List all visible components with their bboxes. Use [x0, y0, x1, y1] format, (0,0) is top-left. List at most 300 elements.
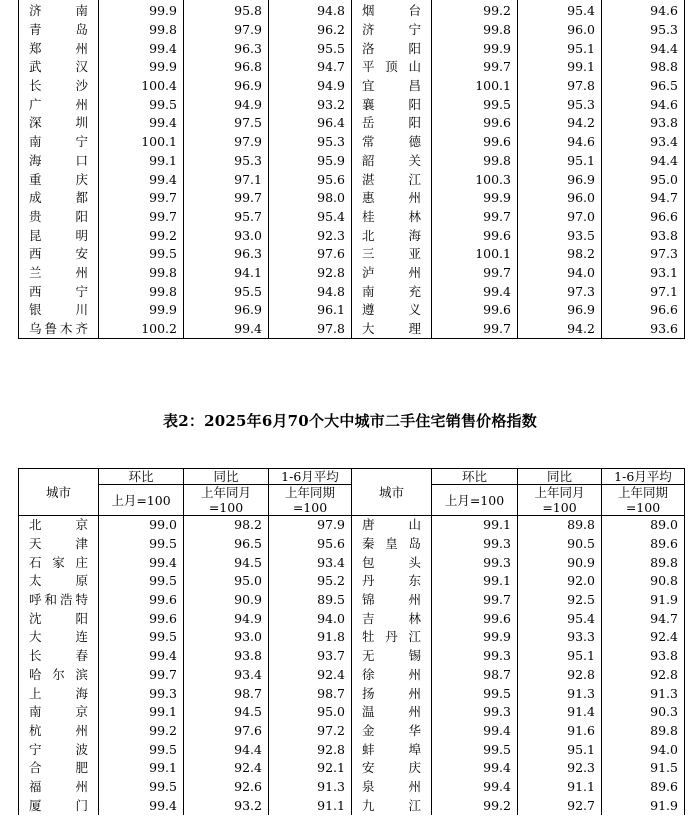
- header-yoy-base-line1: 上年同月: [534, 485, 585, 500]
- mom-value: 99.0: [99, 516, 184, 535]
- table-row: [19, 282, 685, 301]
- yoy-value: 92.4: [184, 759, 269, 778]
- city-name: 秦皇岛: [352, 535, 432, 554]
- yoy-value: 97.3: [518, 282, 602, 301]
- yoy-value: 94.9: [184, 95, 269, 114]
- yoy-value: 95.3: [184, 152, 269, 171]
- city-name: 惠州: [352, 189, 432, 208]
- avg-value: 93.2: [269, 95, 352, 114]
- mom-value: 99.6: [432, 609, 518, 628]
- avg-value: 94.8: [269, 2, 352, 21]
- yoy-value: 94.0: [518, 264, 602, 283]
- table-row: [19, 77, 685, 96]
- city-name: 昆明: [19, 226, 99, 245]
- yoy-value: 96.8: [184, 58, 269, 77]
- mom-value: 99.3: [99, 684, 184, 703]
- mom-value: 99.7: [99, 189, 184, 208]
- mom-value: 99.8: [432, 152, 518, 171]
- city-name: 郑州: [19, 39, 99, 58]
- city-name: 洛阳: [352, 39, 432, 58]
- header-avg-2: 1-6月平均: [602, 469, 685, 485]
- avg-value: 90.3: [602, 703, 685, 722]
- city-name: 成都: [19, 189, 99, 208]
- yoy-value: 93.0: [184, 628, 269, 647]
- avg-value: 92.1: [269, 759, 352, 778]
- mom-value: 99.3: [432, 647, 518, 666]
- avg-value: 89.8: [602, 553, 685, 572]
- mom-value: 99.1: [99, 759, 184, 778]
- avg-value: 91.3: [269, 778, 352, 797]
- header-mom-base-2: 上月=100: [432, 485, 518, 516]
- city-name: 南充: [352, 282, 432, 301]
- avg-value: 95.2: [269, 572, 352, 591]
- yoy-value: 94.5: [184, 703, 269, 722]
- city-name: 唐山: [352, 516, 432, 535]
- header-yoy-base-2: [518, 485, 602, 516]
- header-avg: 1-6月平均: [269, 469, 352, 485]
- city-name: 无锡: [352, 647, 432, 666]
- yoy-value: 94.2: [518, 320, 602, 339]
- yoy-value: 96.9: [184, 77, 269, 96]
- mom-value: 99.4: [99, 553, 184, 572]
- table-row: [19, 95, 685, 114]
- mom-value: 99.9: [432, 39, 518, 58]
- city-name: 平顶山: [352, 58, 432, 77]
- mom-value: 100.2: [99, 320, 184, 339]
- avg-value: 93.8: [602, 647, 685, 666]
- table-row: [19, 572, 685, 591]
- mom-value: 99.1: [99, 152, 184, 171]
- header-yoy-base: [184, 485, 269, 516]
- city-name: 太原: [19, 572, 99, 591]
- mom-value: 99.5: [99, 740, 184, 759]
- mom-value: 99.2: [432, 796, 518, 815]
- yoy-value: 95.1: [518, 740, 602, 759]
- header-avg-base-2: [602, 485, 685, 516]
- city-name: 福州: [19, 778, 99, 797]
- yoy-value: 91.3: [518, 684, 602, 703]
- avg-value: 89.0: [602, 516, 685, 535]
- yoy-value: 95.7: [184, 208, 269, 227]
- avg-value: 96.1: [269, 301, 352, 320]
- city-name: 锦州: [352, 591, 432, 610]
- city-name: 宁波: [19, 740, 99, 759]
- avg-value: 95.3: [602, 21, 685, 40]
- city-name: 重庆: [19, 170, 99, 189]
- yoy-value: 97.9: [184, 21, 269, 40]
- table-row: [19, 684, 685, 703]
- city-name: 九江: [352, 796, 432, 815]
- header-city: 城市: [19, 469, 99, 516]
- avg-value: 93.4: [602, 133, 685, 152]
- table-row: [19, 320, 685, 339]
- city-name: 石家庄: [19, 553, 99, 572]
- avg-value: 95.6: [269, 170, 352, 189]
- header-yoy: 同比: [184, 469, 269, 485]
- mom-value: 99.1: [432, 572, 518, 591]
- mom-value: 100.1: [99, 133, 184, 152]
- mom-value: 100.3: [432, 170, 518, 189]
- yoy-value: 90.5: [518, 535, 602, 554]
- avg-value: 94.9: [269, 77, 352, 96]
- mom-value: 99.5: [432, 95, 518, 114]
- avg-value: 94.4: [602, 39, 685, 58]
- mom-value: 99.4: [99, 114, 184, 133]
- yoy-value: 99.7: [184, 189, 269, 208]
- yoy-value: 94.4: [184, 740, 269, 759]
- header-city-2: 城市: [352, 469, 432, 516]
- table-row: [19, 245, 685, 264]
- mom-value: 99.7: [432, 58, 518, 77]
- mom-value: 99.3: [432, 553, 518, 572]
- yoy-value: 94.2: [518, 114, 602, 133]
- avg-value: 91.1: [269, 796, 352, 815]
- city-name: 泸州: [352, 264, 432, 283]
- mom-value: 99.7: [432, 208, 518, 227]
- yoy-value: 99.1: [518, 58, 602, 77]
- avg-value: 90.8: [602, 572, 685, 591]
- header-mom: 环比: [99, 469, 184, 485]
- avg-value: 93.1: [602, 264, 685, 283]
- city-name: 厦门: [19, 796, 99, 815]
- avg-value: 97.1: [602, 282, 685, 301]
- city-name: 牡丹江: [352, 628, 432, 647]
- avg-value: 95.0: [602, 170, 685, 189]
- avg-value: 96.6: [602, 301, 685, 320]
- table-row: [19, 553, 685, 572]
- city-name: 济南: [19, 2, 99, 21]
- mom-value: 99.6: [99, 591, 184, 610]
- yoy-value: 93.4: [184, 666, 269, 685]
- city-name: 西安: [19, 245, 99, 264]
- mom-value: 99.4: [432, 759, 518, 778]
- avg-value: 96.4: [269, 114, 352, 133]
- yoy-value: 91.6: [518, 722, 602, 741]
- mom-value: 99.6: [432, 301, 518, 320]
- avg-value: 91.3: [602, 684, 685, 703]
- avg-value: 95.9: [269, 152, 352, 171]
- city-name: 南宁: [19, 133, 99, 152]
- yoy-value: 92.5: [518, 591, 602, 610]
- avg-value: 89.6: [602, 778, 685, 797]
- avg-value: 92.4: [269, 666, 352, 685]
- city-name: 武汉: [19, 58, 99, 77]
- city-name: 合肥: [19, 759, 99, 778]
- yoy-value: 99.4: [184, 320, 269, 339]
- mom-value: 99.5: [99, 628, 184, 647]
- city-name: 沈阳: [19, 609, 99, 628]
- avg-value: 97.2: [269, 722, 352, 741]
- mom-value: 99.8: [99, 282, 184, 301]
- mom-value: 99.1: [99, 703, 184, 722]
- city-name: 安庆: [352, 759, 432, 778]
- table2-title: 表2：2025年6月70个大中城市二手住宅销售价格指数: [163, 412, 537, 430]
- table-row: [19, 208, 685, 227]
- header-avg-base-line2: =100: [625, 500, 661, 515]
- mom-value: 99.7: [432, 320, 518, 339]
- city-name: 哈尔滨: [19, 666, 99, 685]
- mom-value: 99.4: [99, 647, 184, 666]
- city-name: 青岛: [19, 21, 99, 40]
- table-row: [19, 666, 685, 685]
- city-name: 桂林: [352, 208, 432, 227]
- mom-value: 99.2: [432, 2, 518, 21]
- table-row: [19, 516, 685, 535]
- yoy-value: 94.1: [184, 264, 269, 283]
- city-name: 包头: [352, 553, 432, 572]
- avg-value: 92.4: [602, 628, 685, 647]
- mom-value: 99.9: [99, 301, 184, 320]
- table-row: [19, 796, 685, 815]
- yoy-value: 98.2: [518, 245, 602, 264]
- table-row: [19, 740, 685, 759]
- avg-value: 96.6: [602, 208, 685, 227]
- yoy-value: 97.6: [184, 722, 269, 741]
- mom-value: 99.6: [432, 226, 518, 245]
- avg-value: 92.3: [269, 226, 352, 245]
- city-name: 兰州: [19, 264, 99, 283]
- avg-value: 91.9: [602, 591, 685, 610]
- city-name: 丹东: [352, 572, 432, 591]
- avg-value: 96.2: [269, 21, 352, 40]
- mom-value: 99.9: [99, 2, 184, 21]
- mom-value: 99.5: [99, 95, 184, 114]
- mom-value: 99.4: [99, 170, 184, 189]
- table-row: [19, 628, 685, 647]
- avg-value: 91.8: [269, 628, 352, 647]
- yoy-value: 95.1: [518, 647, 602, 666]
- mom-value: 99.6: [432, 133, 518, 152]
- yoy-value: 94.6: [518, 133, 602, 152]
- header-avg-base-line1: 上年同期: [617, 485, 668, 500]
- yoy-value: 92.0: [518, 572, 602, 591]
- city-name: 海口: [19, 152, 99, 171]
- avg-value: 96.5: [602, 77, 685, 96]
- mom-value: 99.6: [99, 609, 184, 628]
- mom-value: 99.4: [432, 778, 518, 797]
- yoy-value: 95.1: [518, 152, 602, 171]
- avg-value: 97.8: [269, 320, 352, 339]
- yoy-value: 96.0: [518, 21, 602, 40]
- header-mom-base: 上月=100: [99, 485, 184, 516]
- header-yoy-base-line1: 上年同月: [200, 485, 251, 500]
- avg-value: 95.3: [269, 133, 352, 152]
- mom-value: 99.9: [99, 58, 184, 77]
- yoy-value: 93.0: [184, 226, 269, 245]
- avg-value: 95.5: [269, 39, 352, 58]
- avg-value: 93.8: [602, 226, 685, 245]
- table-row: [19, 647, 685, 666]
- city-name: 深圳: [19, 114, 99, 133]
- avg-value: 89.8: [602, 722, 685, 741]
- city-name: 常德: [352, 133, 432, 152]
- yoy-value: 97.5: [184, 114, 269, 133]
- avg-value: 94.7: [602, 609, 685, 628]
- mom-value: 99.8: [99, 21, 184, 40]
- mom-value: 99.5: [99, 572, 184, 591]
- yoy-value: 96.5: [184, 535, 269, 554]
- table-row: [19, 39, 685, 58]
- table1: [18, 0, 685, 339]
- yoy-value: 95.8: [184, 2, 269, 21]
- yoy-value: 91.1: [518, 778, 602, 797]
- yoy-value: 93.3: [518, 628, 602, 647]
- avg-value: 93.8: [602, 114, 685, 133]
- avg-value: 98.0: [269, 189, 352, 208]
- yoy-value: 97.1: [184, 170, 269, 189]
- mom-value: 99.3: [432, 535, 518, 554]
- yoy-value: 92.7: [518, 796, 602, 815]
- table-row: [19, 301, 685, 320]
- mom-value: 100.1: [432, 245, 518, 264]
- city-name: 北京: [19, 516, 99, 535]
- yoy-value: 95.4: [518, 2, 602, 21]
- city-name: 岳阳: [352, 114, 432, 133]
- yoy-value: 97.8: [518, 77, 602, 96]
- city-name: 大理: [352, 320, 432, 339]
- city-name: 长沙: [19, 77, 99, 96]
- yoy-value: 95.4: [518, 609, 602, 628]
- yoy-value: 94.9: [184, 609, 269, 628]
- avg-value: 91.9: [602, 796, 685, 815]
- city-name: 呼和浩特: [19, 591, 99, 610]
- city-name: 广州: [19, 95, 99, 114]
- city-name: 西宁: [19, 282, 99, 301]
- mom-value: 99.4: [432, 282, 518, 301]
- avg-value: 92.8: [602, 666, 685, 685]
- header-avg-base-line1: 上年同期: [284, 485, 335, 500]
- mom-value: 99.4: [432, 722, 518, 741]
- table-row: [19, 778, 685, 797]
- avg-value: 94.0: [269, 609, 352, 628]
- yoy-value: 93.8: [184, 647, 269, 666]
- mom-value: 99.1: [432, 516, 518, 535]
- table-row: [19, 170, 685, 189]
- table-row: [19, 2, 685, 21]
- yoy-value: 96.9: [518, 170, 602, 189]
- city-name: 泉州: [352, 778, 432, 797]
- avg-value: 95.6: [269, 535, 352, 554]
- avg-value: 92.8: [269, 740, 352, 759]
- table-row: [19, 609, 685, 628]
- mom-value: 99.9: [432, 189, 518, 208]
- city-name: 银川: [19, 301, 99, 320]
- avg-value: 97.3: [602, 245, 685, 264]
- avg-value: 97.9: [269, 516, 352, 535]
- city-name: 湛江: [352, 170, 432, 189]
- mom-value: 99.2: [99, 226, 184, 245]
- avg-value: 94.0: [602, 740, 685, 759]
- header-avg-base-line2: =100: [292, 500, 328, 515]
- yoy-value: 91.4: [518, 703, 602, 722]
- mom-value: 100.1: [432, 77, 518, 96]
- header-avg-base: [269, 485, 352, 516]
- table-row: [19, 264, 685, 283]
- city-name: 蚌埠: [352, 740, 432, 759]
- avg-value: 95.4: [269, 208, 352, 227]
- avg-value: 91.5: [602, 759, 685, 778]
- table2: [18, 468, 685, 815]
- mom-value: 99.4: [99, 39, 184, 58]
- table-row: [19, 226, 685, 245]
- table-row: [19, 114, 685, 133]
- yoy-value: 92.6: [184, 778, 269, 797]
- city-name: 杭州: [19, 722, 99, 741]
- mom-value: 98.7: [432, 666, 518, 685]
- avg-value: 92.8: [269, 264, 352, 283]
- header-yoy-base-line2: =100: [542, 500, 577, 515]
- yoy-value: 95.3: [518, 95, 602, 114]
- city-name: 上海: [19, 684, 99, 703]
- table-row: [19, 189, 685, 208]
- yoy-value: 95.0: [184, 572, 269, 591]
- city-name: 大连: [19, 628, 99, 647]
- table-row: [19, 722, 685, 741]
- yoy-value: 93.5: [518, 226, 602, 245]
- mom-value: 99.9: [432, 628, 518, 647]
- mom-value: 99.8: [432, 21, 518, 40]
- avg-value: 94.7: [269, 58, 352, 77]
- mom-value: 99.7: [432, 591, 518, 610]
- avg-value: 93.7: [269, 647, 352, 666]
- table-row: [19, 535, 685, 554]
- yoy-value: 95.1: [518, 39, 602, 58]
- table-row: [19, 133, 685, 152]
- city-name: 天津: [19, 535, 99, 554]
- city-name: 长春: [19, 647, 99, 666]
- table-row: [19, 152, 685, 171]
- table-row: [19, 58, 685, 77]
- city-name: 北海: [352, 226, 432, 245]
- city-name: 三亚: [352, 245, 432, 264]
- avg-value: 97.6: [269, 245, 352, 264]
- city-name: 温州: [352, 703, 432, 722]
- avg-value: 94.6: [602, 2, 685, 21]
- mom-value: 100.4: [99, 77, 184, 96]
- avg-value: 94.6: [602, 95, 685, 114]
- yoy-value: 97.9: [184, 133, 269, 152]
- city-name: 吉林: [352, 609, 432, 628]
- avg-value: 89.5: [269, 591, 352, 610]
- avg-value: 98.7: [269, 684, 352, 703]
- city-name: 济宁: [352, 21, 432, 40]
- city-name: 金华: [352, 722, 432, 741]
- yoy-value: 96.3: [184, 39, 269, 58]
- city-name: 宜昌: [352, 77, 432, 96]
- yoy-value: 92.8: [518, 666, 602, 685]
- table-row: [19, 759, 685, 778]
- table-row: [19, 591, 685, 610]
- mom-value: 99.5: [432, 684, 518, 703]
- header-yoy-base-line2: =100: [208, 500, 244, 515]
- city-name: 烟台: [352, 2, 432, 21]
- mom-value: 99.5: [99, 535, 184, 554]
- mom-value: 99.3: [432, 703, 518, 722]
- yoy-value: 95.5: [184, 282, 269, 301]
- city-name: 徐州: [352, 666, 432, 685]
- yoy-value: 89.8: [518, 516, 602, 535]
- avg-value: 93.6: [602, 320, 685, 339]
- yoy-value: 94.5: [184, 553, 269, 572]
- city-name: 遵义: [352, 301, 432, 320]
- mom-value: 99.7: [432, 264, 518, 283]
- avg-value: 89.6: [602, 535, 685, 554]
- city-name: 扬州: [352, 684, 432, 703]
- mom-value: 99.8: [99, 264, 184, 283]
- mom-value: 99.4: [99, 796, 184, 815]
- yoy-value: 92.3: [518, 759, 602, 778]
- mom-value: 99.6: [432, 114, 518, 133]
